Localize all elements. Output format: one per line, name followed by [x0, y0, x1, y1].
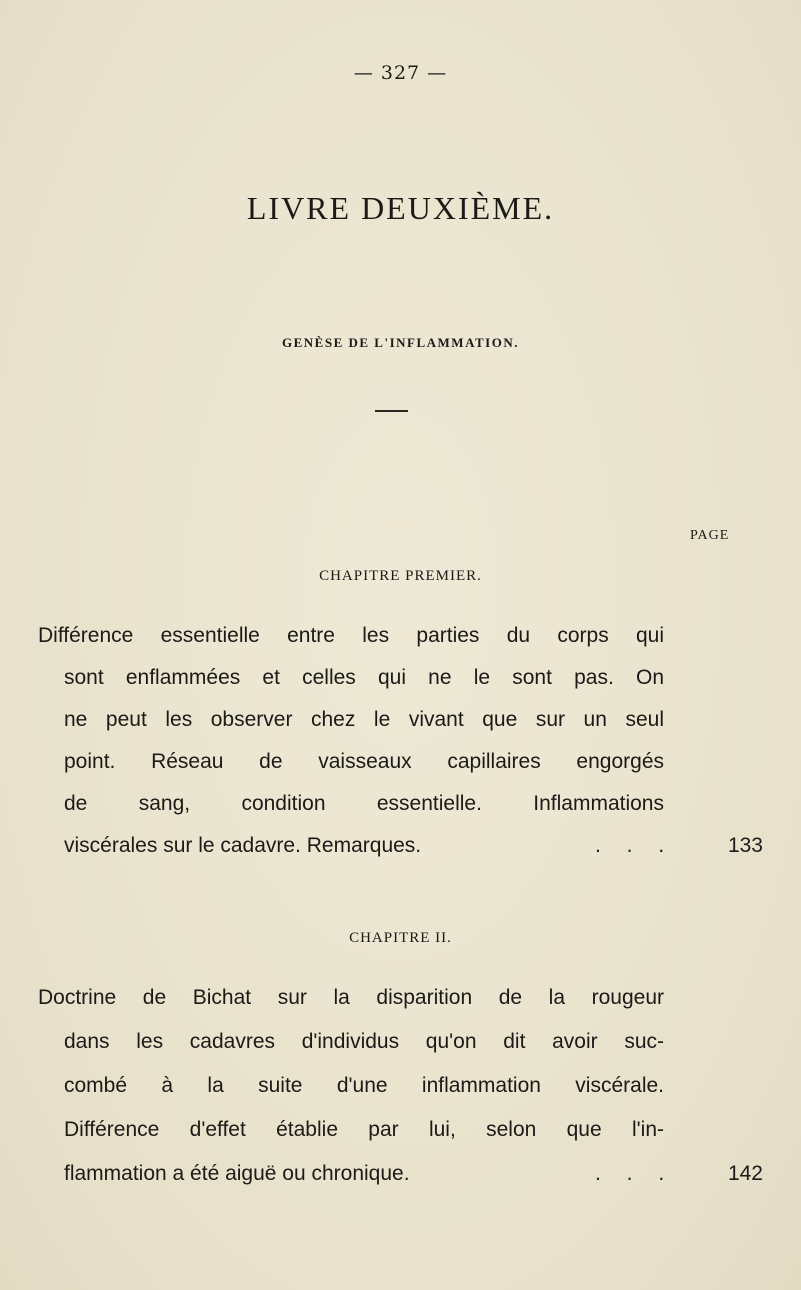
- book-title: LIVRE DEUXIÈME.: [246, 190, 555, 226]
- chapter-1-line-1: Différence essentielle entre les parties du corps qui: [38, 624, 664, 647]
- chapter-2-line-1: Doctrine de Bichat sur la disparition de la rougeur: [38, 986, 664, 1009]
- chapter-2-page-number: 142: [727, 1162, 763, 1185]
- chapter-2-line-2: dans les cadavres d'individus qu'on dit avoir suc-: [64, 1030, 664, 1053]
- chapter-1-leader-dots: . . .: [595, 834, 675, 857]
- chapter-1-heading: CHAPITRE PREMIER.: [319, 568, 482, 584]
- chapter-2-leader-dots: . . .: [595, 1162, 675, 1185]
- chapter-2-heading: CHAPITRE II.: [349, 930, 452, 946]
- chapter-1-line-4: point. Réseau de vaisseaux capillaires engorgés: [64, 750, 664, 773]
- chapter-1-page-number: 133: [727, 834, 763, 857]
- page-folio: — 327 —: [353, 62, 448, 84]
- book-subtitle: GENÈSE DE L'INFLAMMATION.: [282, 335, 519, 350]
- section-rule: [375, 410, 408, 412]
- chapter-1-line-2: sont enflammées et celles qui ne le sont pas. On: [64, 666, 664, 689]
- chapter-2-line-5: flammation a été aiguë ou chronique.: [64, 1162, 410, 1185]
- chapter-1-line-5: de sang, condition essentielle. Inflammations: [64, 792, 664, 815]
- chapter-1-line-6: viscérales sur le cadavre. Remarques.: [64, 834, 422, 857]
- chapter-2-line-3: combé à la suite d'une inflammation viscérale.: [64, 1074, 664, 1097]
- chapter-1-line-3: ne peut les observer chez le vivant que sur un seul: [64, 708, 664, 731]
- chapter-2-line-4: Différence d'effet établie par lui, selon que l'in-: [64, 1118, 664, 1141]
- page-column-label: PAGE: [690, 528, 730, 543]
